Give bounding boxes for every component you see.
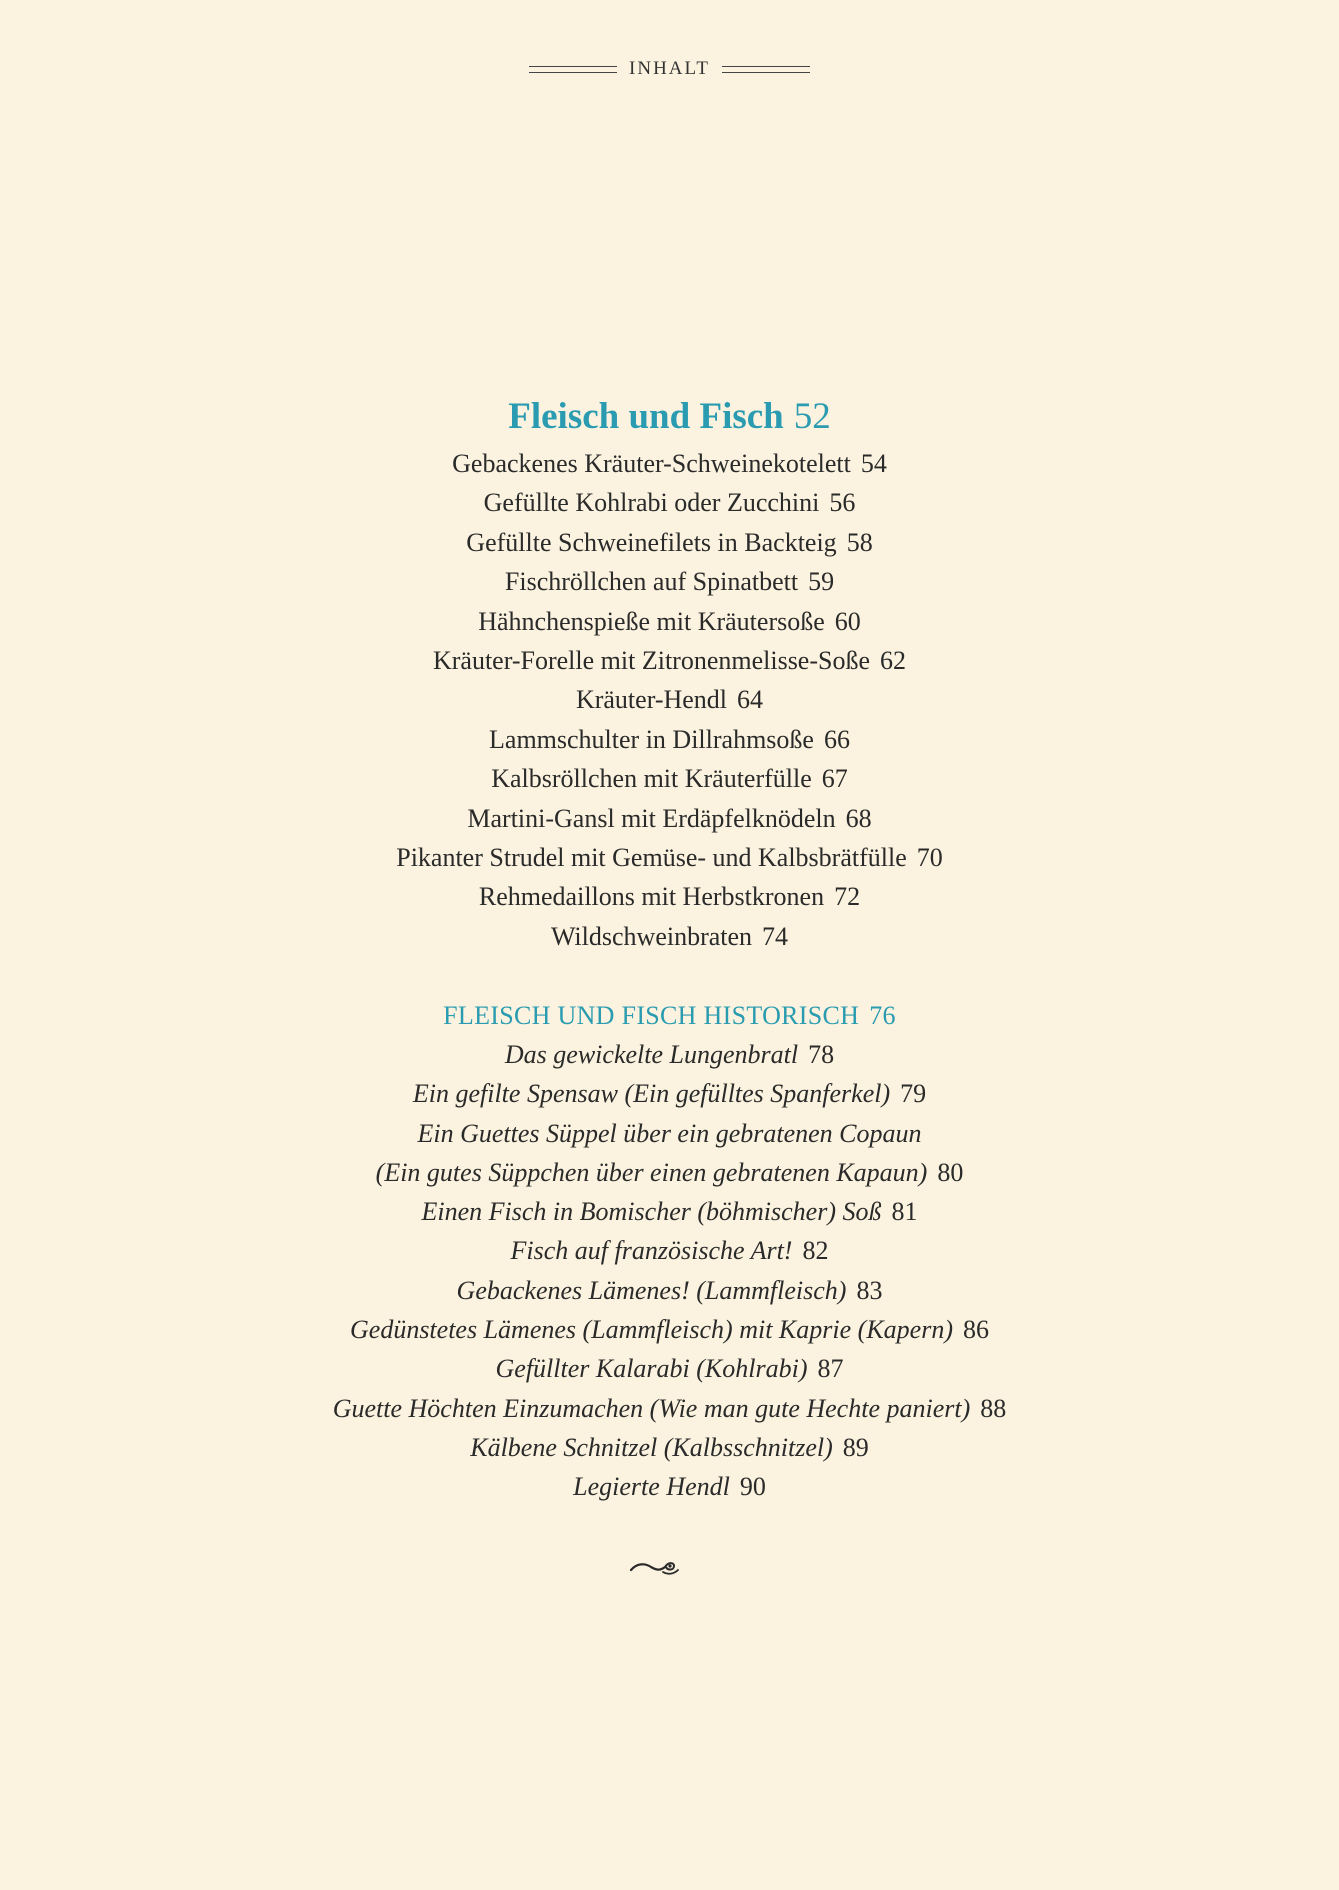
- historic-title: [0, 996, 1339, 1035]
- entry-title: Kälbene Schnitzel (Kalbsschnitzel): [470, 1432, 833, 1462]
- entry-page: 67: [821, 764, 848, 794]
- historic-entry: [0, 1349, 1339, 1388]
- entry-page: 83: [856, 1275, 883, 1305]
- entry-title: Kalbsröllchen mit Kräuterfülle: [491, 764, 812, 794]
- entry-page: 70: [916, 843, 943, 873]
- entry-title: Gedünstetes Lämenes (Lammfleisch) mit Kaprie (Kapern): [350, 1315, 953, 1345]
- entry-page: 89: [842, 1432, 869, 1462]
- entry-title: Martini-Gansl mit Erdäpfelknödeln: [467, 803, 836, 833]
- main-entry: [0, 759, 1339, 798]
- entry-title: Gefüllte Schweinefilets in Backteig: [466, 527, 837, 557]
- historic-entry: [0, 1467, 1339, 1506]
- header-rule-right: [722, 66, 810, 73]
- entry-page: 66: [823, 724, 850, 754]
- historic-entry: [0, 1271, 1339, 1310]
- entry-title: Legierte Hendl: [573, 1472, 730, 1502]
- entry-page: 80: [937, 1157, 964, 1187]
- main-entry: [0, 680, 1339, 719]
- main-section: [0, 394, 1339, 956]
- entry-title: Fischröllchen auf Spinatbett: [504, 567, 799, 597]
- main-entry: [0, 483, 1339, 522]
- historic-entry: [0, 1428, 1339, 1467]
- entry-page: 90: [739, 1472, 766, 1502]
- entry-page: 79: [900, 1079, 927, 1109]
- entry-title: Wildschweinbraten: [550, 921, 753, 951]
- section-title-text: Fleisch und Fisch: [508, 396, 784, 437]
- entry-title: Ein Guettes Süppel über ein gebratenen Copaun: [417, 1118, 922, 1148]
- main-entry: [0, 602, 1339, 641]
- main-entry: [0, 720, 1339, 759]
- entry-page: 62: [880, 646, 907, 676]
- historic-section: [0, 996, 1339, 1507]
- entry-title: Pikanter Strudel mit Gemüse- und Kalbsbrätfülle: [396, 843, 907, 873]
- historic-entry: [0, 1192, 1339, 1231]
- entry-page: 72: [834, 882, 861, 912]
- entry-page: 64: [737, 685, 764, 715]
- entry-title: Das gewickelte Lungenbratl: [504, 1040, 799, 1069]
- entry-title: Gefüllter Kalarabi (Kohlrabi): [495, 1354, 808, 1384]
- entry-page: 87: [817, 1354, 844, 1384]
- historic-entry: [0, 1153, 1339, 1192]
- historic-entry: [0, 1389, 1339, 1428]
- entry-title: Ein gefilte Spensaw (Ein gefülltes Spanferkel): [412, 1079, 891, 1109]
- historic-entry: [0, 1114, 1339, 1153]
- main-entry: [0, 838, 1339, 877]
- entry-page: 58: [846, 527, 873, 557]
- entry-title: Kräuter-Hendl: [575, 685, 728, 715]
- entry-page: 74: [762, 921, 789, 951]
- entry-title: Rehmedaillons mit Herbstkronen: [478, 882, 825, 912]
- entry-page: 82: [802, 1236, 829, 1266]
- main-entry: [0, 799, 1339, 838]
- running-header: [0, 58, 1339, 80]
- entry-title: Gefüllte Kohlrabi oder Zucchini: [483, 488, 820, 518]
- entry-title: Gebackenes Kräuter-Schweinekotelett: [452, 449, 851, 478]
- historic-title-page: 76: [869, 1001, 896, 1030]
- section-title: [0, 394, 1339, 440]
- entry-page: 88: [980, 1393, 1007, 1423]
- entry-title: Einen Fisch in Bomischer (böhmischer) Soß: [421, 1197, 882, 1227]
- header-rule-left: [529, 66, 617, 73]
- historic-entry-list: [0, 1035, 1339, 1507]
- entry-page: 78: [808, 1040, 835, 1069]
- entry-title: Kräuter-Forelle mit Zitronenmelisse-Soße: [432, 646, 871, 676]
- section-title-page: 52: [793, 396, 831, 437]
- entry-page: 54: [860, 449, 887, 478]
- main-entry: [0, 562, 1339, 601]
- historic-entry: [0, 1310, 1339, 1349]
- historic-entry: [0, 1074, 1339, 1113]
- historic-title-text: FLEISCH UND FISCH HISTORISCH: [443, 1001, 860, 1030]
- main-entry: [0, 917, 1339, 956]
- entry-page: 56: [829, 488, 856, 518]
- entry-title: Gebackenes Lämenes! (Lammfleisch): [456, 1275, 847, 1305]
- main-entry: [0, 641, 1339, 680]
- entry-title: Hähnchenspieße mit Kräutersoße: [478, 606, 825, 636]
- header-label: INHALT: [629, 58, 710, 79]
- flourish-icon: [629, 1553, 681, 1579]
- entry-title: Guette Höchten Einzumachen (Wie man gute Hechte paniert): [332, 1393, 971, 1423]
- main-entry: [0, 444, 1339, 483]
- main-entry: [0, 877, 1339, 916]
- historic-entry: [0, 1035, 1339, 1074]
- main-entry: [0, 523, 1339, 562]
- historic-entry: [0, 1231, 1339, 1270]
- entry-page: 86: [962, 1315, 989, 1345]
- main-entry-list: [0, 444, 1339, 956]
- entry-title: Lammschulter in Dillrahmsoße: [489, 724, 814, 754]
- entry-page: 59: [808, 567, 835, 597]
- entry-page: 68: [845, 803, 872, 833]
- entry-page: 60: [834, 606, 861, 636]
- entry-title: (Ein gutes Süppchen über einen gebratenen Kapaun): [375, 1157, 928, 1187]
- entry-title: Fisch auf französische Art!: [510, 1236, 793, 1266]
- entry-page: 81: [891, 1197, 918, 1227]
